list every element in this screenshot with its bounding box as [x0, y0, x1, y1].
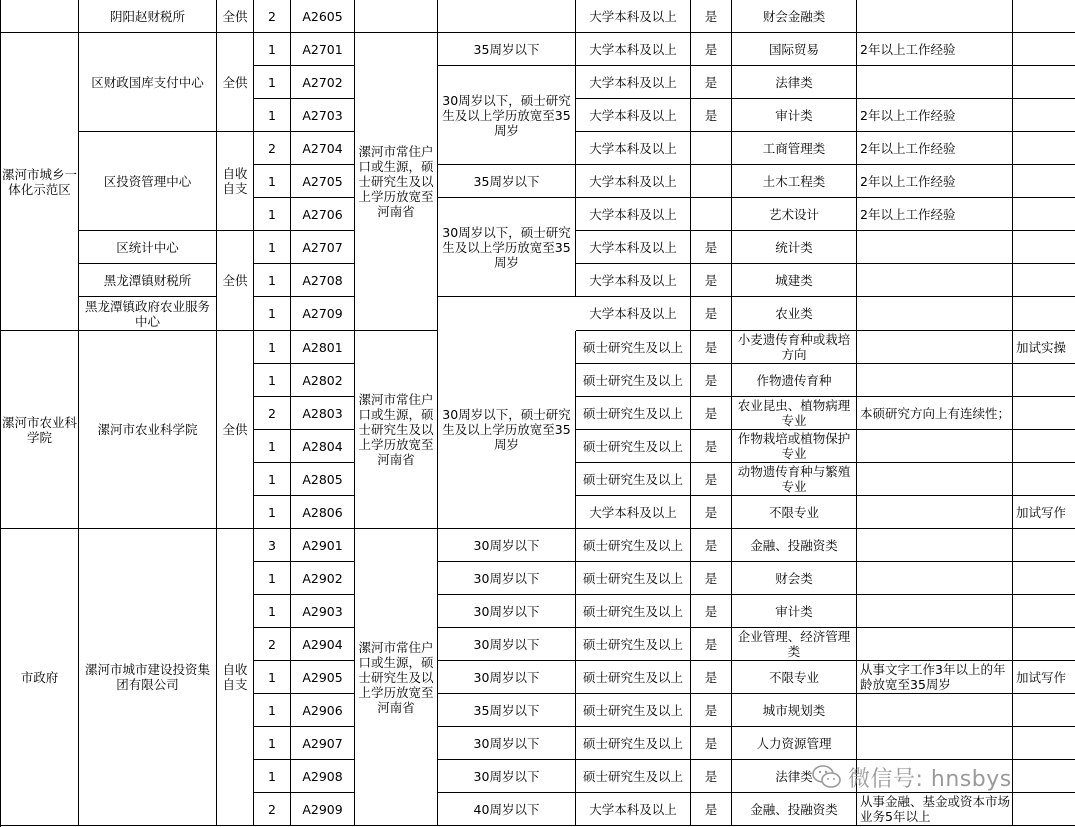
degree-cell: 是 [691, 694, 732, 727]
note-cell [1013, 66, 1075, 99]
funding-type-cell: 自收自支 [217, 132, 254, 231]
headcount-cell: 1 [254, 430, 291, 463]
major-cell: 农业类 [732, 297, 857, 331]
department-cell: 区财政国库支付中心 [79, 33, 217, 132]
note-cell [1013, 694, 1075, 727]
major-cell: 艺术设计 [732, 198, 857, 231]
education-cell: 硕士研究生及以上 [576, 661, 691, 694]
education-cell: 硕士研究生及以上 [576, 628, 691, 661]
major-cell: 金融、投融资类 [732, 793, 857, 826]
degree-cell: 是 [691, 595, 732, 628]
watermark-text: 微信号: hnsbys [848, 766, 1012, 792]
position-code-cell: A2803 [291, 397, 355, 430]
headcount-cell: 1 [254, 364, 291, 397]
experience-cell: 2年以上工作经验 [857, 165, 1013, 198]
position-code-cell: A2903 [291, 595, 355, 628]
major-cell: 审计类 [732, 595, 857, 628]
education-cell: 大学本科及以上 [576, 264, 691, 297]
headcount-cell: 2 [254, 628, 291, 661]
experience-cell [857, 529, 1013, 562]
funding-type-cell: 自收自支 [217, 529, 254, 826]
position-code-cell: A2908 [291, 760, 355, 793]
age-requirement-cell: 35周岁以下 [438, 33, 576, 66]
headcount-cell: 1 [254, 496, 291, 529]
degree-cell: 是 [691, 33, 732, 66]
funding-type-cell: 全供 [217, 231, 254, 331]
headcount-cell: 1 [254, 331, 291, 364]
age-requirement-cell: 30周岁以下 [438, 628, 576, 661]
headcount-cell: 1 [254, 661, 291, 694]
note-cell [1013, 264, 1075, 297]
note-cell [1013, 793, 1075, 826]
age-requirement-cell: 35周岁以下 [438, 694, 576, 727]
major-cell: 法律类 [732, 760, 857, 793]
degree-cell: 是 [691, 628, 732, 661]
note-cell [1013, 397, 1075, 430]
position-code-cell: A2802 [291, 364, 355, 397]
experience-cell [857, 496, 1013, 529]
experience-cell: 从事文字工作3年以上的年龄放宽至35周岁 [857, 661, 1013, 694]
education-cell: 大学本科及以上 [576, 297, 691, 331]
education-cell: 硕士研究生及以上 [576, 727, 691, 760]
education-cell: 大学本科及以上 [576, 0, 691, 33]
position-code-cell: A2904 [291, 628, 355, 661]
education-cell: 硕士研究生及以上 [576, 694, 691, 727]
age-requirement-cell: 30周岁以下 [438, 562, 576, 595]
degree-cell: 是 [691, 562, 732, 595]
department-cell: 漯河市城市建设投资集团有限公司 [79, 529, 217, 826]
note-cell [1013, 727, 1075, 760]
education-cell: 硕士研究生及以上 [576, 463, 691, 496]
degree-cell: 是 [691, 661, 732, 694]
note-cell: 加试写作 [1013, 496, 1075, 529]
headcount-cell: 1 [254, 463, 291, 496]
education-cell: 硕士研究生及以上 [576, 430, 691, 463]
degree-cell: 是 [691, 231, 732, 264]
education-cell: 大学本科及以上 [576, 496, 691, 529]
headcount-cell: 1 [254, 264, 291, 297]
headcount-cell: 1 [254, 297, 291, 331]
note-cell [1013, 297, 1075, 331]
experience-cell [857, 297, 1013, 331]
major-cell: 作物遗传育种 [732, 364, 857, 397]
note-cell [1013, 463, 1075, 496]
age-requirement-cell: 30周岁以下 [438, 727, 576, 760]
experience-cell [857, 364, 1013, 397]
position-code-cell: A2801 [291, 331, 355, 364]
note-cell: 加试实操 [1013, 331, 1075, 364]
position-code-cell: A2804 [291, 430, 355, 463]
major-cell: 不限专业 [732, 661, 857, 694]
education-cell: 硕士研究生及以上 [576, 397, 691, 430]
household-requirement-cell: 漯河市常住户口或生源，硕士研究生及以上学历放宽至河南省 [355, 529, 438, 826]
household-requirement-cell: 漯河市常住户口或生源，硕士研究生及以上学历放宽至河南省 [355, 33, 438, 331]
age-requirement-cell: 30周岁以下 [438, 529, 576, 562]
department-cell: 区投资管理中心 [79, 132, 217, 231]
household-requirement-cell [355, 0, 438, 33]
degree-cell: 是 [691, 430, 732, 463]
headcount-cell: 1 [254, 727, 291, 760]
note-cell [1013, 33, 1075, 66]
degree-cell: 是 [691, 793, 732, 826]
major-cell: 审计类 [732, 99, 857, 132]
note-cell [1013, 198, 1075, 231]
degree-cell: 是 [691, 727, 732, 760]
headcount-cell: 2 [254, 397, 291, 430]
major-cell: 作物栽培或植物保护专业 [732, 430, 857, 463]
education-cell: 大学本科及以上 [576, 198, 691, 231]
experience-cell [857, 463, 1013, 496]
age-requirement-cell: 30周岁以下，硕士研究生及以上学历放宽至35周岁 [438, 198, 576, 297]
education-cell: 硕士研究生及以上 [576, 364, 691, 397]
major-cell: 金融、投融资类 [732, 529, 857, 562]
note-cell [1013, 628, 1075, 661]
position-code-cell: A2704 [291, 132, 355, 165]
position-code-cell: A2905 [291, 661, 355, 694]
headcount-cell: 1 [254, 198, 291, 231]
experience-cell [857, 430, 1013, 463]
major-cell: 小麦遗传育种或栽培方向 [732, 331, 857, 364]
education-cell: 硕士研究生及以上 [576, 562, 691, 595]
position-code-cell: A2806 [291, 496, 355, 529]
department-cell: 区统计中心 [79, 231, 217, 264]
note-cell [1013, 364, 1075, 397]
position-code-cell: A2706 [291, 198, 355, 231]
education-cell: 硕士研究生及以上 [576, 331, 691, 364]
major-cell: 城市规划类 [732, 694, 857, 727]
degree-cell: 是 [691, 99, 732, 132]
headcount-cell: 1 [254, 760, 291, 793]
funding-type-cell: 全供 [217, 331, 254, 529]
age-requirement-cell: 30周岁以下 [438, 595, 576, 628]
experience-cell [857, 0, 1013, 33]
experience-cell: 2年以上工作经验 [857, 33, 1013, 66]
note-cell [1013, 165, 1075, 198]
department-cell: 阴阳赵财税所 [79, 0, 217, 33]
unit-cell: 漯河市农业科学院 [1, 331, 79, 529]
position-code-cell: A2902 [291, 562, 355, 595]
experience-cell [857, 66, 1013, 99]
experience-cell [857, 231, 1013, 264]
household-requirement-cell: 漯河市常住户口或生源，硕士研究生及以上学历放宽至河南省 [355, 331, 438, 529]
major-cell: 城建类 [732, 264, 857, 297]
experience-cell: 2年以上工作经验 [857, 198, 1013, 231]
degree-cell: 是 [691, 760, 732, 793]
education-cell: 大学本科及以上 [576, 66, 691, 99]
position-code-cell: A2702 [291, 66, 355, 99]
experience-cell [857, 562, 1013, 595]
headcount-cell: 2 [254, 0, 291, 33]
degree-cell: 是 [691, 331, 732, 364]
major-cell: 法律类 [732, 66, 857, 99]
position-code-cell: A2701 [291, 33, 355, 66]
note-cell [1013, 562, 1075, 595]
education-cell: 硕士研究生及以上 [576, 595, 691, 628]
experience-cell: 本硕研究方向上有连续性； [857, 397, 1013, 430]
headcount-cell: 1 [254, 694, 291, 727]
major-cell: 土木工程类 [732, 165, 857, 198]
experience-cell [857, 628, 1013, 661]
major-cell: 农业昆虫、植物病理专业 [732, 397, 857, 430]
major-cell: 财会类 [732, 562, 857, 595]
degree-cell: 是 [691, 0, 732, 33]
experience-cell: 从事金融、基金或资本市场业务5年以上 [857, 793, 1013, 826]
degree-cell: 是 [691, 496, 732, 529]
degree-cell [691, 165, 732, 198]
education-cell: 硕士研究生及以上 [576, 529, 691, 562]
age-requirement-cell: 40周岁以下 [438, 793, 576, 826]
position-code-cell: A2705 [291, 165, 355, 198]
unit-cell: 漯河市城乡一体化示范区 [1, 33, 79, 331]
position-code-cell: A2708 [291, 264, 355, 297]
unit-cell [1, 0, 79, 33]
degree-cell [691, 132, 732, 165]
headcount-cell: 3 [254, 529, 291, 562]
major-cell: 人力资源管理 [732, 727, 857, 760]
major-cell: 动物遗传育种与繁殖专业 [732, 463, 857, 496]
unit-cell: 市政府 [1, 529, 79, 826]
education-cell: 大学本科及以上 [576, 793, 691, 826]
headcount-cell: 1 [254, 231, 291, 264]
headcount-cell: 1 [254, 66, 291, 99]
major-cell: 统计类 [732, 231, 857, 264]
degree-cell: 是 [691, 364, 732, 397]
degree-cell: 是 [691, 463, 732, 496]
watermark [812, 760, 1062, 794]
education-cell: 硕士研究生及以上 [576, 760, 691, 793]
note-cell [1013, 0, 1075, 33]
department-cell: 漯河市农业科学院 [79, 331, 217, 529]
major-cell: 企业管理、经济管理类 [732, 628, 857, 661]
degree-cell: 是 [691, 397, 732, 430]
note-cell [1013, 132, 1075, 165]
funding-type-cell: 全供 [217, 0, 254, 33]
education-cell: 大学本科及以上 [576, 165, 691, 198]
major-cell: 工商管理类 [732, 132, 857, 165]
position-code-cell: A2605 [291, 0, 355, 33]
position-code-cell: A2909 [291, 793, 355, 826]
position-code-cell: A2907 [291, 727, 355, 760]
wechat-icon [812, 764, 842, 790]
headcount-cell: 2 [254, 793, 291, 826]
experience-cell [857, 264, 1013, 297]
note-cell [1013, 430, 1075, 463]
education-cell: 大学本科及以上 [576, 99, 691, 132]
age-requirement-cell: 30周岁以下，硕士研究生及以上学历放宽至35周岁 [438, 331, 576, 529]
education-cell: 大学本科及以上 [576, 231, 691, 264]
experience-cell: 2年以上工作经验 [857, 132, 1013, 165]
note-cell [1013, 595, 1075, 628]
degree-cell: 是 [691, 529, 732, 562]
position-code-cell: A2707 [291, 231, 355, 264]
degree-cell: 是 [691, 66, 732, 99]
table-left-border [0, 0, 1, 827]
headcount-cell: 1 [254, 165, 291, 198]
experience-cell [857, 331, 1013, 364]
department-cell: 黑龙潭镇政府农业服务中心 [79, 297, 217, 331]
position-code-cell: A2901 [291, 529, 355, 562]
experience-cell [857, 595, 1013, 628]
position-code-cell: A2709 [291, 297, 355, 331]
funding-type-cell: 全供 [217, 33, 254, 132]
major-cell: 财会金融类 [732, 0, 857, 33]
degree-cell [691, 198, 732, 231]
experience-cell [857, 694, 1013, 727]
major-cell: 不限专业 [732, 496, 857, 529]
headcount-cell: 1 [254, 562, 291, 595]
position-code-cell: A2805 [291, 463, 355, 496]
note-cell [1013, 231, 1075, 264]
education-cell: 大学本科及以上 [576, 132, 691, 165]
note-cell: 加试写作 [1013, 661, 1075, 694]
headcount-cell: 1 [254, 99, 291, 132]
degree-cell: 是 [691, 264, 732, 297]
experience-cell: 2年以上工作经验 [857, 99, 1013, 132]
headcount-cell: 1 [254, 33, 291, 66]
department-cell: 黑龙潭镇财税所 [79, 264, 217, 297]
education-cell: 大学本科及以上 [576, 33, 691, 66]
age-requirement-cell: 30周岁以下 [438, 661, 576, 694]
major-cell: 国际贸易 [732, 33, 857, 66]
age-requirement-cell: 30周岁以下，硕士研究生及以上学历放宽至35周岁 [438, 66, 576, 165]
degree-cell: 是 [691, 297, 732, 331]
note-cell [1013, 529, 1075, 562]
headcount-cell: 1 [254, 595, 291, 628]
experience-cell [857, 727, 1013, 760]
position-code-cell: A2703 [291, 99, 355, 132]
headcount-cell: 2 [254, 132, 291, 165]
position-code-cell: A2906 [291, 694, 355, 727]
note-cell [1013, 99, 1075, 132]
age-requirement-cell [438, 0, 576, 33]
age-requirement-cell: 35周岁以下 [438, 165, 576, 198]
age-requirement-cell: 30周岁以下 [438, 760, 576, 793]
